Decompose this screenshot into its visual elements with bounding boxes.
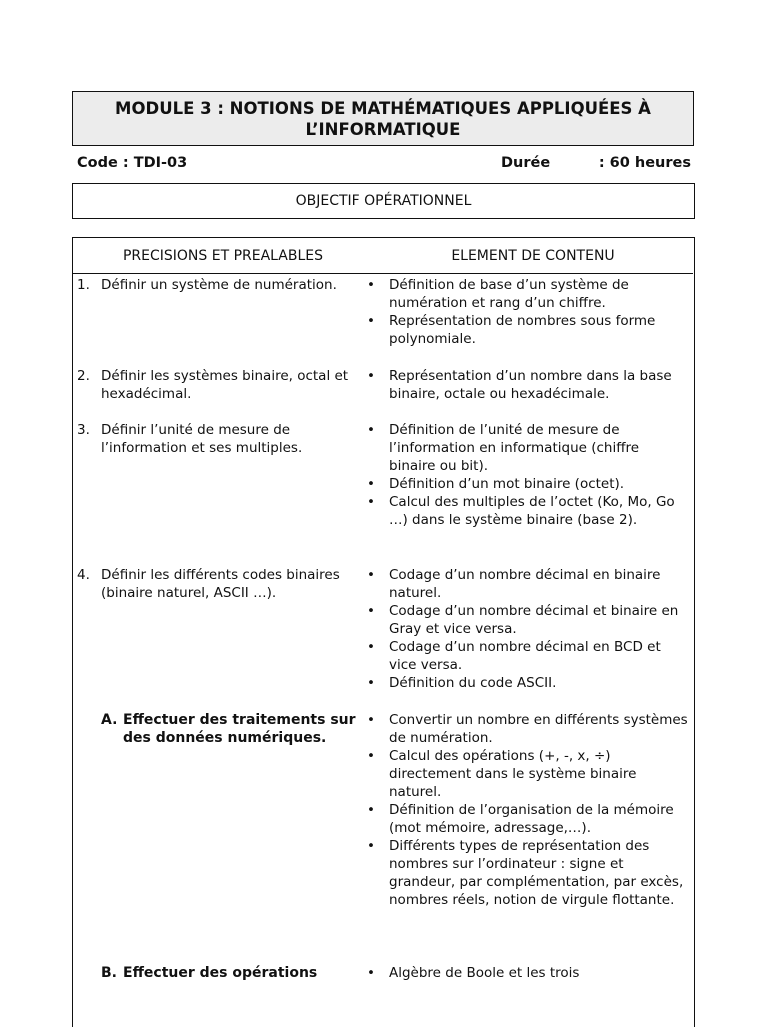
list-item: • Codage d’un nombre décimal en BCD et vice versa. [363,638,689,674]
module-code: Code : TDI-03 [77,155,188,171]
module-title-line2: L’INFORMATIQUE [305,119,461,139]
module-title-line1: MODULE 3 : NOTIONS DE MATHÉMATIQUES APPLIQUÉES À [115,98,651,118]
content-list [363,566,689,692]
precision-text: Effectuer des traitements sur des données numériques. [123,712,356,746]
list-item: • Définition d’un mot binaire (octet). [363,475,689,493]
list-item: • Convertir un nombre en différents systèmes de numération. [363,711,689,747]
list-item: • Calcul des opérations (+, -, x, ÷) directement dans le système binaire naturel. [363,747,689,801]
content-list [363,421,689,529]
list-item: • Algèbre de Boole et les trois [363,964,689,982]
list-item: • Calcul des multiples de l’octet (Ko, Mo, Go …) dans le système binaire (base 2). [363,493,689,529]
list-item: • Définition de l’unité de mesure de l’information en informatique (chiffre binaire ou bit). [363,421,689,475]
row-number: 2. [77,368,90,384]
module-title [72,91,694,146]
precision-text: Définir les systèmes binaire, octal et hexadécimal. [101,368,349,402]
list-item: • Représentation de nombres sous forme polynomiale. [363,312,689,348]
content-list [363,276,689,348]
list-item: • Représentation d’un nombre dans la base binaire, octale ou hexadécimale. [363,367,689,403]
list-item: • Codage d’un nombre décimal en binaire naturel. [363,566,689,602]
content-list [363,964,689,982]
content-list [363,367,689,403]
precision-text: Définir un système de numération. [101,277,337,293]
objective-heading-text: OBJECTIF OPÉRATIONNEL [295,193,472,209]
list-item: • Définition de l’organisation de la mémoire (mot mémoire, adressage,…). [363,801,689,837]
row-letter: A. [101,712,118,728]
row-number: 4. [77,567,90,583]
column-header-precisions: PRECISIONS ET PREALABLES [122,247,324,264]
column-header-contenu: ELEMENT DE CONTENU [451,247,615,264]
objective-heading [72,183,695,219]
list-item: • Définition du code ASCII. [363,674,689,692]
duration-value: : 60 heures [598,155,691,171]
duration-label: Durée [501,155,551,171]
precision-text: Définir les différents codes binaires (binaire naturel, ASCII …). [101,567,340,601]
precision-text: Définir l’unité de mesure de l’information et ses multiples. [101,422,303,456]
list-item: • Différents types de représentation des nombres sur l’ordinateur : signe et grandeur, par complémentation, par excès, nombres réels, notion de virgule flottante. [363,837,689,909]
list-item: • Définition de base d’un système de numération et rang d’un chiffre. [363,276,689,312]
meta-row [77,155,691,175]
row-number: 1. [77,277,90,293]
content-list [363,711,689,909]
row-letter: B. [101,965,117,981]
list-item: • Codage d’un nombre décimal et binaire en Gray et vice versa. [363,602,689,638]
precision-text: Effectuer des opérations [123,965,318,981]
row-number: 3. [77,422,90,438]
table-header [73,238,693,274]
content-table [72,237,695,1027]
